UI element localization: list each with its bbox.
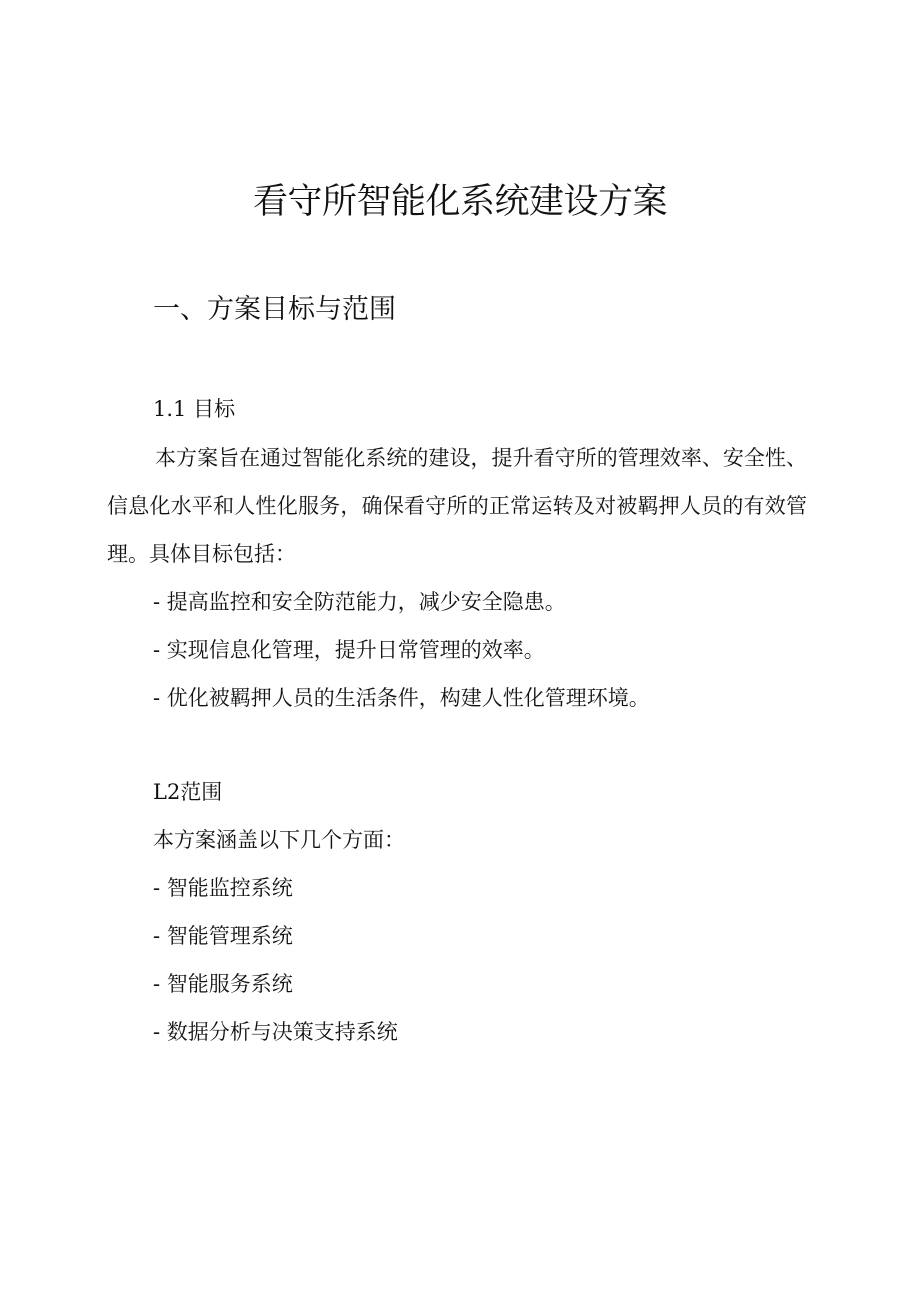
scope-bullet: - 智能管理系统 (153, 924, 293, 948)
subsection-heading-scope: L2范围 (153, 780, 223, 804)
scope-intro: 本方案涵盖以下几个方面： (153, 828, 405, 852)
goal-bullet: - 实现信息化管理，提升日常管理的效率。 (153, 638, 545, 662)
goal-bullet: - 提高监控和安全防范能力，减少安全隐患。 (153, 590, 566, 614)
goals-paragraph: 本方案旨在通过智能化系统的建设，提升看守所的管理效率、安全性、信息化水平和人性化服务，确保看守所的正常运转及对被羁押人员的有效管理。具体目标包括： (107, 446, 807, 566)
section-heading: 一、方案目标与范围 (153, 294, 396, 325)
subsection-heading-goals: 1.1 目标 (153, 397, 236, 421)
document-title: 看守所智能化系统建设方案 (252, 182, 667, 222)
goal-bullet: - 优化被羁押人员的生活条件，构建人性化管理环境。 (153, 686, 650, 710)
scope-bullet: - 智能监控系统 (153, 876, 293, 900)
scope-bullet: - 数据分析与决策支持系统 (153, 1020, 398, 1044)
scope-bullet: - 智能服务系统 (153, 972, 293, 996)
